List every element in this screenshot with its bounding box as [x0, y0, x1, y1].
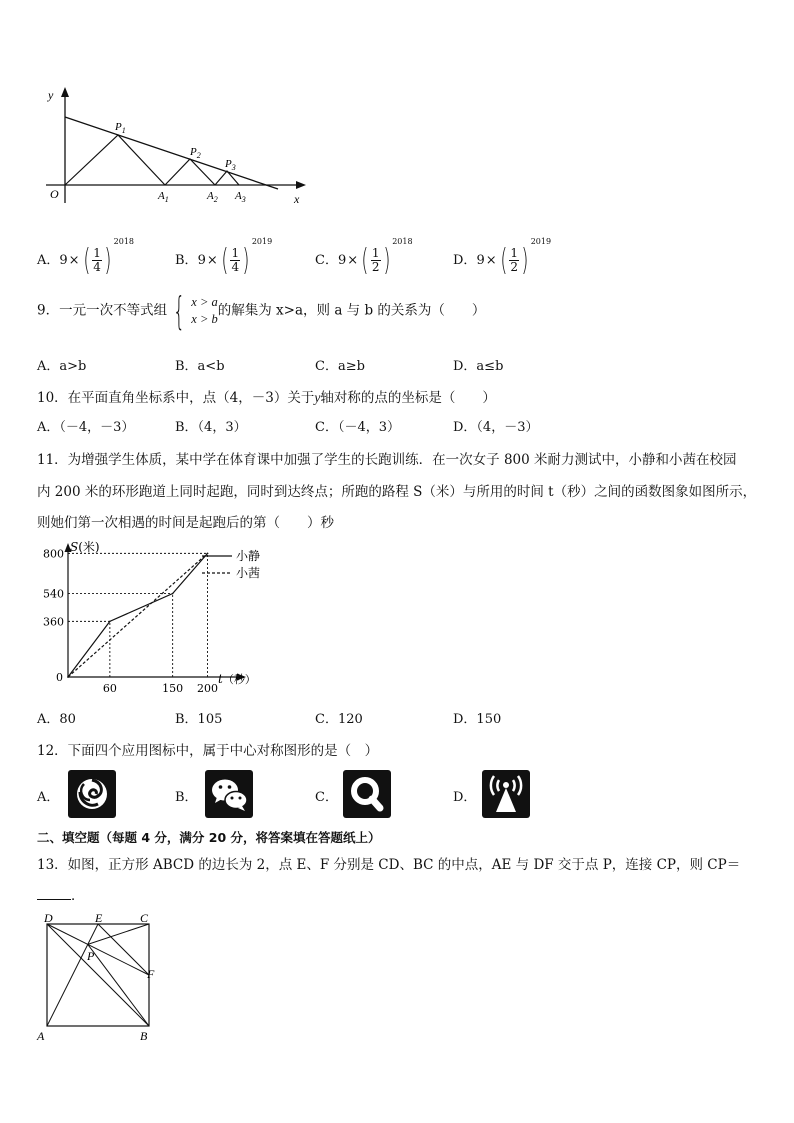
a2-label: $A_2$: [207, 190, 218, 204]
a3-label: $A_3$: [235, 190, 246, 204]
origin-label: 0: [56, 671, 63, 684]
y-axis-arrow: [61, 87, 69, 97]
q11-option-c[interactable]: C．120: [315, 712, 363, 727]
q12-option-b-letter[interactable]: B．: [175, 790, 198, 805]
y-tick-label-800: 800: [43, 547, 64, 561]
q11-option-a[interactable]: A．80: [37, 712, 76, 727]
x-axis-label: [218, 672, 256, 686]
p1-label: $P_1$: [115, 121, 126, 135]
point-小茜-0: [67, 676, 69, 678]
q9-option-a[interactable]: A．a>b: [37, 359, 87, 374]
segment-ef: [98, 924, 149, 975]
search-magnifier-icon[interactable]: [343, 770, 391, 818]
label-d: D: [44, 912, 53, 925]
q8-option-c[interactable]: C．9× ( $\frac{1}{2}$ )$^{2018}$: [315, 237, 413, 278]
a1-label: $A_1$: [158, 190, 169, 204]
segment-pb: [88, 944, 149, 1026]
q12-option-c-letter[interactable]: C．: [315, 790, 338, 805]
y-axis-var: S: [70, 540, 79, 554]
q11-chart: [30, 535, 300, 695]
q13-figure: [35, 912, 165, 1046]
y-label: y: [48, 88, 54, 102]
x-tick-label-200: 200: [197, 682, 219, 695]
legend-label-小静: 小静: [236, 549, 261, 563]
x-axis-arrow: [296, 181, 306, 189]
series-小茜: [68, 553, 208, 677]
segment-bd: [47, 924, 149, 1026]
label-f: F: [147, 967, 155, 981]
section-heading-fill-in: 二、填空题（每题 4 分，满分 20 分，将答案填在答题纸上）: [37, 830, 381, 845]
wireless-broadcast-icon[interactable]: [482, 770, 530, 818]
q10-option-b[interactable]: B．（4，3）: [175, 420, 247, 435]
q10-option-c[interactable]: C．（－4，3）: [315, 420, 400, 435]
q9-question: 9．一元一次不等式组 { x > a x > b 的解集为 x>a，则 a 与 b 的关系为（ ）: [37, 289, 486, 333]
x-tick-label-60: 60: [102, 682, 117, 695]
label-e: E: [95, 912, 103, 925]
wechat-icon[interactable]: [205, 770, 253, 818]
x-label: x: [294, 192, 300, 206]
q11-line-1: 11．为增强学生体质，某中学在体育课中加强了学生的长跑训练．在一次女子 800 米耐力测试中，小静和小茜在校园: [37, 452, 737, 468]
point-小静-150: [172, 593, 174, 595]
p3-label: $P_3$: [225, 158, 236, 172]
q12-option-d-letter[interactable]: D．: [453, 790, 477, 805]
q13-question: 13．如图，正方形 ABCD 的边长为 2，点 E、F 分别是 CD、BC 的中点，AE 与 DF 交于点 P，连接 CP，则 CP＝: [37, 857, 741, 873]
q9-option-b[interactable]: B．a<b: [175, 359, 225, 374]
x-tick-label-150: 150: [162, 682, 184, 695]
q8-option-a[interactable]: A．9× ( $\frac{1}{4}$ )$^{2018}$: [37, 237, 135, 278]
label-b: B: [140, 1029, 148, 1043]
q10-option-d[interactable]: D．（4，－3）: [453, 420, 539, 435]
q8-option-d[interactable]: D．9× ( $\frac{1}{2}$ )$^{2019}$: [453, 237, 552, 278]
point-小茜-200: [207, 553, 209, 555]
q11-option-d[interactable]: D．150: [453, 712, 502, 727]
y-tick-label-540: 540: [43, 587, 64, 601]
q9-option-c[interactable]: C．a≥b: [315, 359, 365, 374]
triangle-1: [65, 135, 165, 185]
label-c: C: [140, 912, 149, 925]
q8-figure: [40, 85, 320, 210]
swirl-logo-icon[interactable]: [68, 770, 116, 818]
triangle-3: [215, 171, 239, 185]
y-axis-unit: (米): [78, 540, 100, 554]
triangle-2: [165, 159, 215, 185]
x-axis-unit: （秒）: [222, 673, 256, 686]
q10-option-a[interactable]: A．（－4，－3）: [37, 420, 135, 435]
y-axis-label: [70, 539, 100, 554]
q11-line-3: 则她们第一次相遇的时间是起跑后的第（ ）秒: [37, 515, 334, 531]
q12-option-a-letter[interactable]: A．: [37, 790, 60, 805]
legend-label-小茜: 小茜: [236, 566, 261, 580]
segment-ae: [47, 924, 98, 1026]
label-p: P: [87, 949, 95, 963]
q13-answer-blank[interactable]: ．: [37, 884, 85, 904]
y-tick-label-360: 360: [43, 615, 64, 629]
origin-label: O: [50, 187, 59, 201]
q11-line-2: 内 200 米的环形跑道上同时起跑，同时到达终点；所跑的路程 S（米）与所用的时间 t（秒）之间的函数图象如图所示，: [37, 484, 757, 500]
q8-option-b[interactable]: B．9× ( $\frac{1}{4}$ )$^{2019}$: [175, 237, 273, 278]
segment-df: [47, 924, 149, 975]
q9-option-d[interactable]: D．a≤b: [453, 359, 504, 374]
label-a: A: [37, 1029, 45, 1043]
q10-question: 10．在平面直角坐标系中，点（4，－3）关于y轴对称的点的坐标是（ ）: [37, 390, 496, 406]
p2-label: $P_2$: [190, 146, 201, 160]
q11-option-b[interactable]: B．105: [175, 712, 223, 727]
x-axis-var: t: [218, 672, 223, 686]
q12-question: 12．下面四个应用图标中，属于中心对称图形的是（ ）: [37, 743, 379, 759]
point-小静-60: [109, 621, 111, 623]
